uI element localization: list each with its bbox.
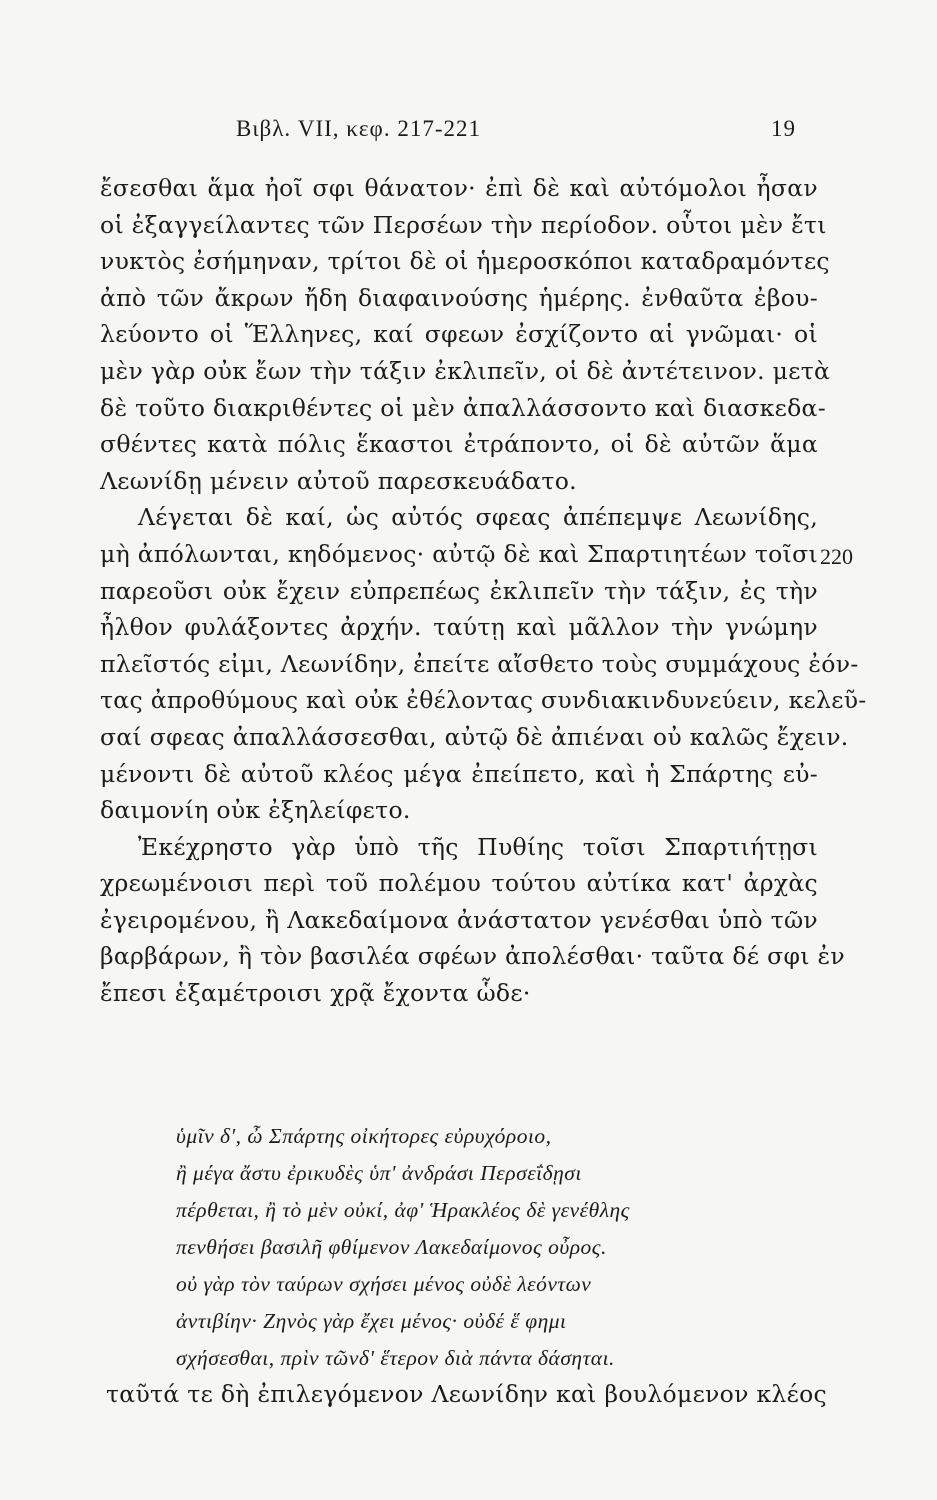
text-line: ἔσεσθαι ἅμα ἠοῖ σφι θάνατον· ἐπὶ δὲ καὶ αὐτόμολοι ἦσαν: [100, 174, 818, 202]
verse-line: πενθήσει βασιλῆ φθίμενον Λακεδαίμονος οὖρος.: [176, 1235, 607, 1259]
text-line: ἔπεσι ἑξαμέτροισι χρᾷ ἔχοντα ὧδε·: [100, 979, 531, 1008]
text-line: παρεοῦσι οὐκ ἔχειν εὐπρεπέως ἐκλιπεῖν τὴν τάξιν, ἐς τὴν: [100, 576, 818, 605]
text-line: ἦλθον φυλάξοντες ἀρχήν. ταύτῃ καὶ μᾶλλον τὴν γνώμην: [100, 613, 818, 642]
verse-line: ὑμῖν δ', ὦ Σπάρτης οἰκήτορες εὐρυχόροιο,: [176, 1124, 552, 1148]
text-line: μένοντι δὲ αὐτοῦ κλέος μέγα ἐπείπετο, καὶ ἡ Σπάρτης εὐ-: [100, 759, 818, 788]
margin-section-number: 220: [820, 544, 853, 569]
verse-line: σχήσεσθαι, πρὶν τῶνδ' ἕτερον διὰ πάντα δάσηται.: [176, 1346, 615, 1370]
oracle-verse: [176, 1118, 776, 1377]
text-line: μὲν γὰρ οὐκ ἔων τὴν τάξιν ἐκλιπεῖν, οἱ δὲ ἀντέτεινον. μετὰ: [100, 356, 831, 385]
text-line: μὴ ἀπόλωνται, κηδόμενος· αὐτῷ δὲ καὶ Σπαρτιητέων τοῖσι: [100, 539, 818, 568]
paragraph-3: [100, 829, 846, 1012]
text-line: σαί σφεας ἀπαλλάσσεσθαι, αὐτῷ δὲ ἀπιέναι οὐ καλῶς ἔχειν.: [100, 722, 849, 751]
text-line: ἀπὸ τῶν ἄκρων ἤδη διαφαινούσης ἡμέρης. ἐνθαῦτα ἐβου-: [100, 283, 818, 312]
text-line: πλεῖστός εἰμι, Λεωνίδην, ἐπείτε αἴσθετο τοὺς συμμάχους ἐόν-: [100, 649, 859, 678]
text-line: λεύοντο οἱ Ἕλληνες, καί σφεων ἐσχίζοντο αἱ γνῶμαι· οἱ: [100, 320, 818, 349]
text-line: Λέγεται δὲ καί, ὡς αὐτός σφεας ἀπέπεμψε Λεωνίδης,: [138, 503, 818, 532]
page-header: [236, 116, 796, 142]
verse-line: ἢ μέγα ἄστυ ἐρικυδὲς ὑπ' ἀνδράσι Περσεΐδῃσι: [176, 1161, 582, 1185]
text-line: δὲ τοῦτο διακριθέντες οἱ μὲν ἀπαλλάσσοντο καὶ διασκεδα-: [100, 393, 826, 422]
text-line: Λεωνίδῃ μένειν αὐτοῦ παρεσκευάδατο.: [100, 466, 577, 495]
final-text-line: ταῦτά τε δὴ ἐπιλεγόμενον Λεωνίδην καὶ βουλόμενον κλέος: [106, 1380, 828, 1408]
running-title: Βιβλ. VII, κεφ. 217-221: [236, 116, 481, 141]
text-line: σθέντες κατὰ πόλις ἕκαστοι ἐτράποντο, οἱ δὲ αὐτῶν ἅμα: [100, 430, 818, 459]
page-number: 19: [771, 116, 796, 141]
text-line: ἐγειρομένου, ἢ Λακεδαίμονα ἀνάστατον γενέσθαι ὑπὸ τῶν: [100, 905, 818, 934]
verse-line: ἀντιβίην· Ζηνὸς γὰρ ἔχει μένος· οὐδέ ἕ φημι: [176, 1309, 567, 1333]
text-line: βαρβάρων, ἢ τὸν βασιλέα σφέων ἀπολέσθαι· ταῦτα δέ σφι ἐν: [100, 942, 846, 971]
paragraph-1: [100, 170, 831, 499]
text-line: τας ἀπροθύμους καὶ οὐκ ἐθέλοντας συνδιακινδυνεύειν, κελεῦ-: [100, 686, 867, 715]
verse-line: οὐ γὰρ τὸν ταύρων σχήσει μένος οὐδὲ λεόντων: [176, 1272, 592, 1296]
verse-line: πέρθεται, ἢ τὸ μὲν οὐκί, ἀφ' Ἡρακλέος δὲ γενέθλης: [176, 1198, 630, 1222]
text-line: χρεωμένοισι περὶ τοῦ πολέμου τούτου αὐτίκα κατ' ἀρχὰς: [100, 869, 818, 898]
text-line: νυκτὸς ἐσήμηναν, τρίτοι δὲ οἱ ἡμεροσκόποι καταδραμόντες: [100, 247, 830, 276]
text-line: οἱ ἐξαγγείλαντες τῶν Περσέων τὴν περίοδον. οὗτοι μὲν ἔτι: [100, 210, 827, 239]
text-line: δαιμονίη οὐκ ἐξηλείφετο.: [100, 796, 411, 825]
text-line: Ἐκέχρηστο γὰρ ὑπὸ τῆς Πυθίης τοῖσι Σπαρτιήτῃσι: [138, 832, 818, 861]
